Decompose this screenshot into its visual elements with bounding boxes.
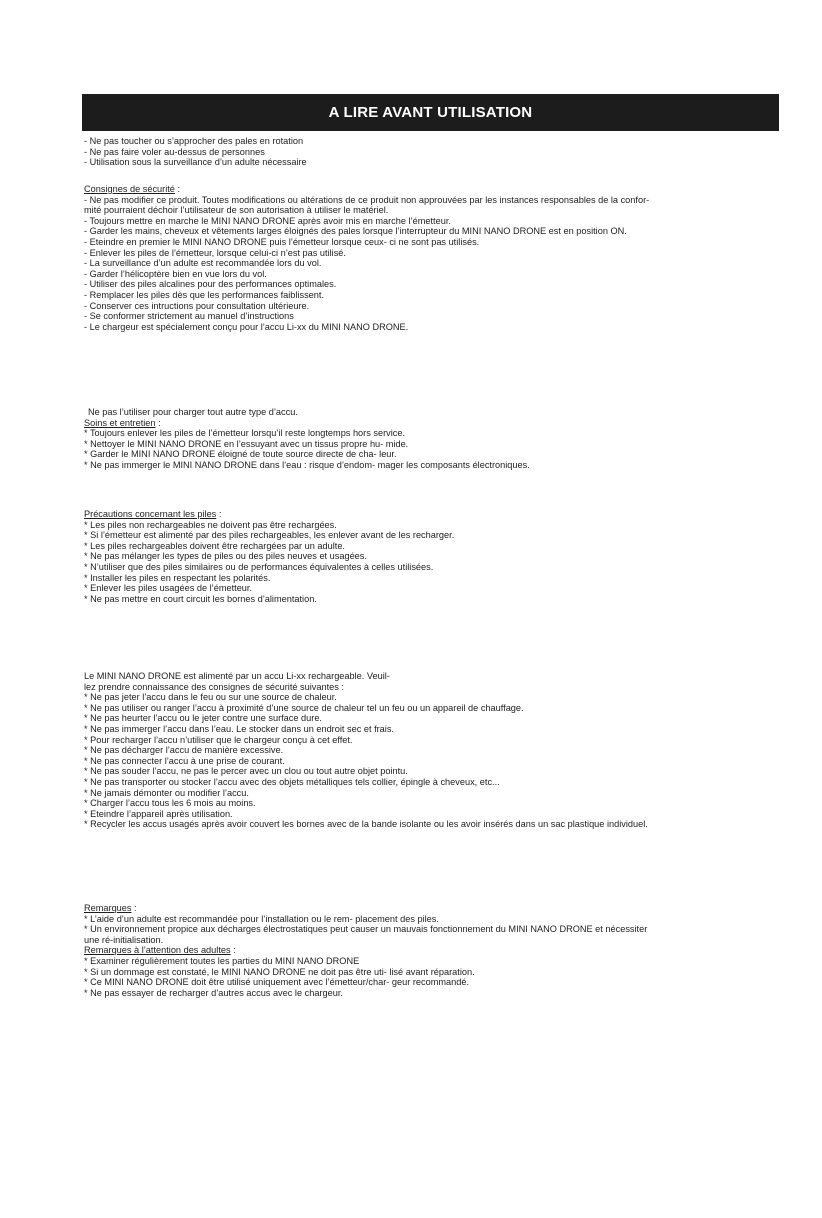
security-line: - Conserver ces intructions pour consultation ultérieure. bbox=[84, 300, 310, 311]
care-heading-suffix: : bbox=[155, 417, 161, 428]
batteries-line: * Enlever les piles usagées de l’émetteur. bbox=[84, 583, 253, 594]
remarks-heading-suffix: : bbox=[131, 903, 137, 913]
security-line: - La surveillance d’un adulte est recommandée lors du vol. bbox=[84, 258, 322, 269]
intro-line: - Ne pas faire voler au-dessus de personnes bbox=[84, 146, 265, 157]
lipo-line: * Ne pas jeter l’accu dans le feu ou sur une source de chaleur. bbox=[84, 692, 337, 703]
lipo-line: lez prendre connaissance des consignes de sécurité suivantes : bbox=[84, 681, 344, 692]
batteries-section bbox=[84, 509, 779, 604]
care-line: * Garder le MINI NANO DRONE éloigné de toute source directe de cha- leur. bbox=[84, 449, 397, 460]
care-section bbox=[84, 407, 779, 471]
remarks-line: * L’aide d’un adulte est recommandée pour l’installation ou le rem- placement des piles. bbox=[84, 913, 439, 924]
batteries-line: * Les piles rechargeables doivent être rechargées par un adulte. bbox=[84, 540, 345, 551]
intro-line: - Utilisation sous la surveillance d’un adulte nécessaire bbox=[84, 157, 307, 168]
lipo-line: * Eteindre l’appareil après utilisation. bbox=[84, 808, 233, 819]
batteries-line: * Ne pas mélanger les types de piles ou des piles neuves et usagées. bbox=[84, 551, 367, 562]
batteries-heading-suffix: : bbox=[216, 509, 222, 519]
lipo-line: * Ne pas utiliser ou ranger l’accu à proximité d’une source de chaleur tel un feu ou un appareil de chauffage. bbox=[84, 702, 524, 713]
batteries-line: * Installer les piles en respectant les polarités. bbox=[84, 572, 271, 583]
security-line: - Le chargeur est spécialement conçu pour l’accu Li-xx du MINI NANO DRONE. bbox=[84, 321, 409, 332]
lipo-section bbox=[84, 671, 779, 830]
care-preline: Ne pas l’utiliser pour charger tout autre type d’accu. bbox=[88, 407, 298, 417]
remarks-line: * Un environnement propice aux décharges électrostatiques peut causer un mauvais fonctionnement du MINI NANO DRONE et nécessiter bbox=[84, 924, 648, 935]
batteries-line: * Ne pas mettre en court circuit les bornes d’alimentation. bbox=[84, 593, 317, 604]
remarks-section bbox=[84, 903, 779, 998]
security-line: - Garder les mains, cheveux et vêtements larges éloignés des pales lorsque l’interrupteur du MINI NANO DRONE est en position ON. bbox=[84, 226, 627, 237]
care-line: * Nettoyer le MINI NANO DRONE en l’essuyant avec un tissus propre hu- mide. bbox=[84, 438, 409, 449]
security-line: - Ne pas modifier ce produit. Toutes modifications ou altérations de ce produit non approuvées par les instances responsables de la confor- bbox=[84, 194, 650, 205]
security-line: mité pourraient déchoir l’utilisateur de son autorisation à utiliser le matériel. bbox=[84, 205, 389, 216]
lipo-line: * Ne pas immerger l’accu dans l’eau. Le stocker dans un endroit sec et frais. bbox=[84, 723, 394, 734]
lipo-line: * Ne jamais démonter ou modifier l’accu. bbox=[84, 787, 249, 798]
lipo-line: * Recycler les accus usagés après avoir couvert les bornes avec de la bande isolante ou les avoir insérés dans un sac plastique individuel. bbox=[84, 819, 648, 830]
remarks-heading-row bbox=[84, 903, 779, 914]
intro-line: - Ne pas toucher ou s’approcher des pales en rotation bbox=[84, 136, 304, 146]
batteries-line: * Si l’émetteur est alimenté par des piles rechargeables, les enlever avant de les recharger. bbox=[84, 530, 455, 541]
lipo-line: * Pour recharger l’accu n’utiliser que le chargeur conçu à cet effet. bbox=[84, 734, 353, 745]
intro-section bbox=[84, 136, 779, 168]
lipo-line: * Ne pas souder l’accu, ne pas le percer avec un clou ou tout autre objet pointu. bbox=[84, 766, 408, 777]
page-title: A LIRE AVANT UTILISATION bbox=[328, 104, 533, 121]
adults-line: * Ce MINI NANO DRONE doit être utilisé uniquement avec l’émetteur/char- geur recommandé. bbox=[84, 977, 470, 988]
security-line: - Toujours mettre en marche le MINI NANO DRONE après avoir mis en marche l’émetteur. bbox=[84, 215, 451, 226]
security-line: - Garder l’hélicoptère bien en vue lors du vol. bbox=[84, 268, 267, 279]
remarks-heading: Remarques bbox=[84, 903, 132, 913]
lipo-line: * Ne pas transporter ou stocker l’accu avec des objets métalliques tels collier, épingle à cheveux, etc... bbox=[84, 776, 500, 787]
security-section bbox=[84, 184, 779, 332]
batteries-line: * N’utiliser que des piles similaires ou de performances équivalentes à celles utilisées. bbox=[84, 561, 434, 572]
security-line: - Se conformer strictement au manuel d’instructions bbox=[84, 311, 294, 322]
care-heading: Soins et entretien bbox=[84, 417, 156, 428]
care-line: * Toujours enlever les piles de l’émetteur lorsqu’il reste longtemps hors service. bbox=[84, 428, 406, 439]
security-line: - Enlever les piles de l’émetteur, lorsque celui-ci n’est pas utilisé. bbox=[84, 247, 346, 258]
adults-line: * Examiner régulièrement toutes les parties du MINI NANO DRONE bbox=[84, 955, 360, 966]
adults-heading-row bbox=[84, 945, 779, 956]
batteries-heading: Précautions concernant les piles bbox=[84, 509, 217, 519]
batteries-heading-row bbox=[84, 509, 779, 520]
security-line: - Remplacer les piles dès que les performances faiblissent. bbox=[84, 289, 325, 300]
lipo-line: * Ne pas décharger l’accu de manière excessive. bbox=[84, 745, 284, 756]
security-line: - Utiliser des piles alcalines pour des performances optimales. bbox=[84, 279, 337, 290]
security-line: - Eteindre en premier le MINI NANO DRONE puis l’émetteur lorsque ceux- ci ne sont pas utilisés. bbox=[84, 236, 480, 247]
lipo-line: * Ne pas connecter l’accu à une prise de courant. bbox=[84, 755, 285, 766]
security-heading: Consignes de sécurité bbox=[84, 184, 175, 194]
batteries-line: * Les piles non rechargeables ne doivent pas être rechargées. bbox=[84, 519, 337, 530]
adults-heading-suffix: : bbox=[230, 945, 236, 956]
lipo-line: * Ne pas heurter l’accu ou le jeter contre une surface dure. bbox=[84, 713, 322, 724]
lipo-line: Le MINI NANO DRONE est alimenté par un accu Li-xx rechargeable. Veuil- bbox=[84, 671, 390, 681]
adults-line: * Si un dommage est constaté, le MINI NANO DRONE ne doit pas être uti- lisé avant réparation. bbox=[84, 966, 475, 977]
security-heading-suffix: : bbox=[174, 184, 181, 194]
title-banner bbox=[82, 94, 779, 131]
adults-heading: Remarques à l’attention des adultes bbox=[84, 945, 231, 956]
care-heading-row bbox=[84, 418, 779, 429]
adults-line: * Ne pas essayer de recharger d’autres accus avec le chargeur. bbox=[84, 987, 343, 998]
care-line: * Ne pas immerger le MINI NANO DRONE dans l’eau : risque d’endom- mager les composants électroniques. bbox=[84, 459, 530, 470]
remarks-line: une ré-initialisation. bbox=[84, 934, 164, 945]
lipo-line: * Charger l’accu tous les 6 mois au moins. bbox=[84, 798, 256, 809]
security-heading-row bbox=[84, 184, 779, 195]
